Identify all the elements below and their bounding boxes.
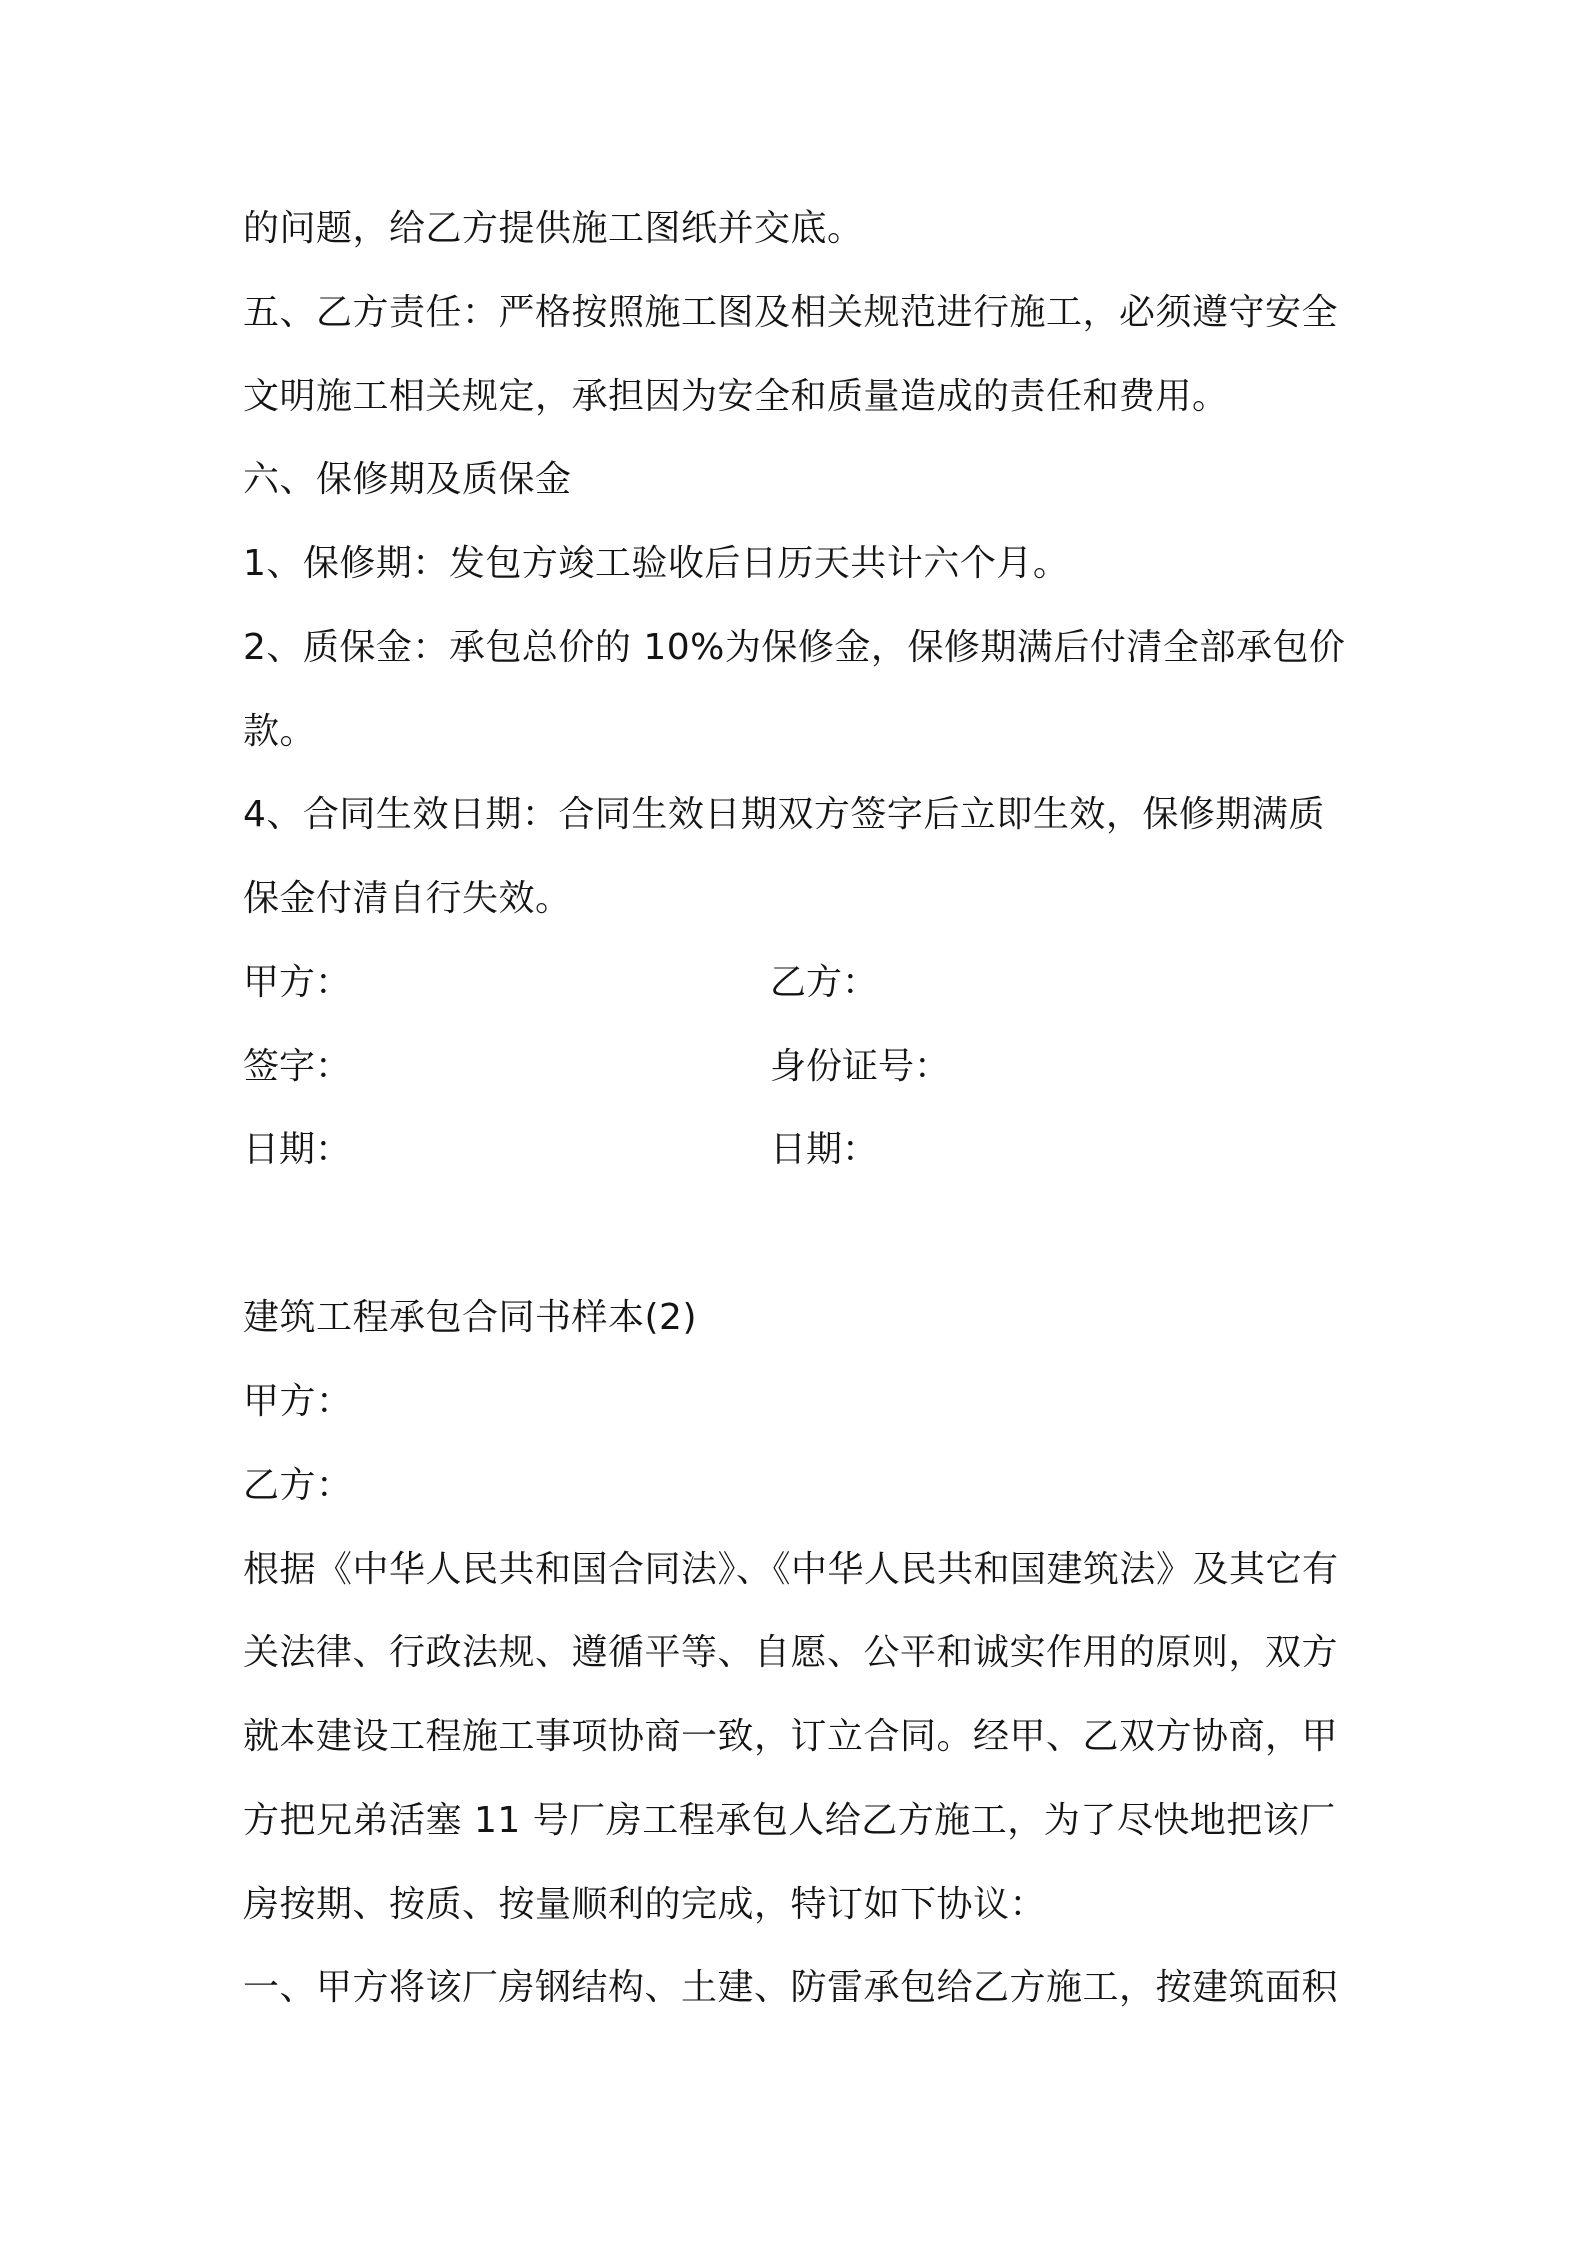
section-heading: 六、保修期及质保金 (243, 459, 572, 500)
party-b-label: 乙方： (243, 1465, 353, 1506)
paragraph-line: 房按期、按质、按量顺利的完成，特订如下协议： (243, 1884, 1047, 1925)
paragraph-line: 一、甲方将该厂房钢结构、土建、防雷承包给乙方施工，按建筑面积 (243, 1967, 1339, 2008)
paragraph-line: 2、质保金：承包总价的 10%为保修金，保修期满后付清全部承包价 (243, 627, 1346, 668)
paragraph-line: 4、合同生效日期：合同生效日期双方签字后立即生效，保修期满质 (243, 794, 1325, 835)
date-right-label: 日期： (770, 1129, 879, 1170)
date-left-label: 日期： (243, 1129, 352, 1170)
paragraph-line: 保金付清自行失效。 (243, 878, 572, 919)
party-b-label: 乙方： (770, 962, 879, 1003)
signature-label: 签字： (243, 1046, 352, 1087)
party-a-label: 甲方： (243, 962, 352, 1003)
paragraph-line: 五、乙方责任：严格按照施工图及相关规范进行施工，必须遵守安全 (243, 292, 1339, 333)
paragraph-line: 文明施工相关规定，承担因为安全和质量造成的责任和费用。 (243, 376, 1229, 417)
paragraph-line: 就本建设工程施工事项协商一致，订立合同。经甲、乙双方协商，甲 (243, 1716, 1339, 1757)
paragraph-line: 方把兄弟活塞 11 号厂房工程承包人给乙方施工，为了尽快地把该厂 (243, 1800, 1336, 1841)
party-a-label: 甲方： (243, 1381, 353, 1422)
paragraph-line: 关法律、行政法规、遵循平等、自愿、公平和诚实作用的原则，双方 (243, 1632, 1339, 1673)
paragraph-line: 款。 (243, 711, 317, 752)
id-number-label: 身份证号： (770, 1046, 951, 1087)
paragraph-line: 的问题，给乙方提供施工图纸并交底。 (243, 208, 864, 249)
paragraph-line: 1、保修期：发包方竣工验收后日历天共计六个月。 (243, 543, 1070, 584)
paragraph-line: 根据《中华人民共和国合同法》、《中华人民共和国建筑法》及其它有 (243, 1549, 1339, 1590)
document-title: 建筑工程承包合同书样本(2) (243, 1297, 697, 1338)
